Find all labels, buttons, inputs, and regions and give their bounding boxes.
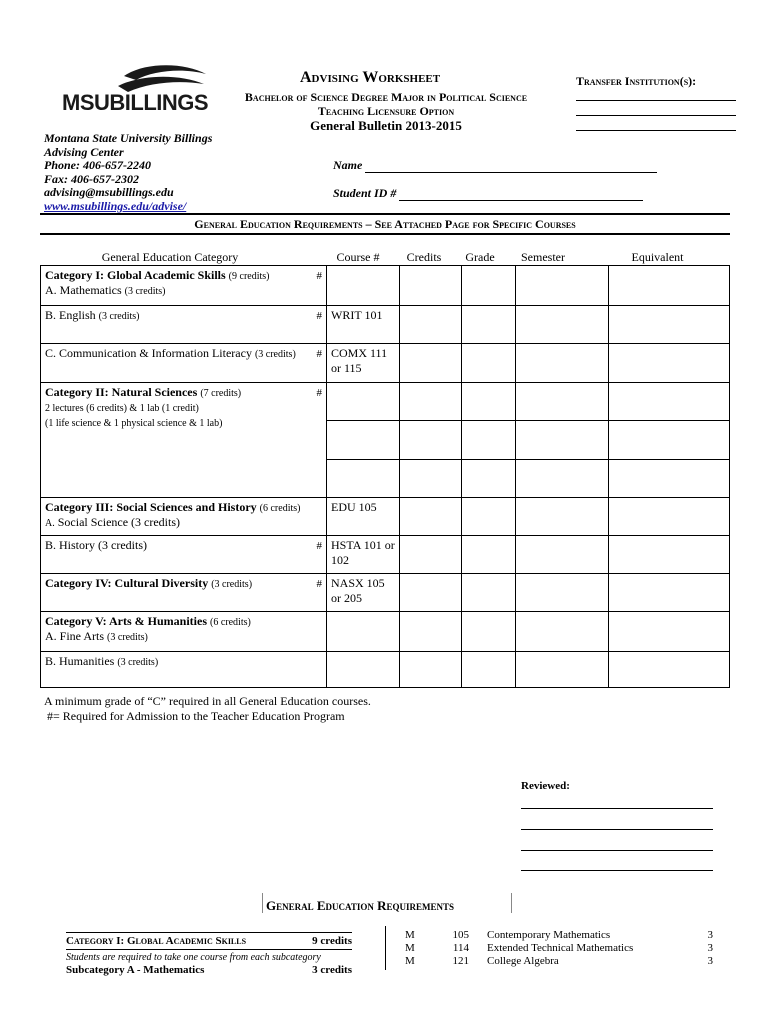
course-cell[interactable] <box>327 612 400 652</box>
grade-cell[interactable] <box>462 498 516 536</box>
equivalent-cell[interactable] <box>609 536 730 574</box>
equivalent-cell[interactable] <box>609 460 730 498</box>
credits-cell[interactable] <box>400 344 462 383</box>
semester-cell[interactable] <box>516 266 609 306</box>
semester-cell[interactable] <box>516 498 609 536</box>
gen-ed-section-title: General Education Requirements – See Attached Page for Specific Courses <box>40 213 730 235</box>
table-row <box>41 306 730 344</box>
course-cell[interactable] <box>327 421 400 460</box>
col-header-grade: Grade <box>465 250 495 264</box>
advising-center: Advising Center <box>44 144 124 159</box>
credits-cell[interactable] <box>400 266 462 306</box>
table-row <box>41 536 730 574</box>
table-row <box>41 498 730 536</box>
category-cell: Category IV: Cultural Diversity (3 credits) # <box>41 574 327 612</box>
student-id-field <box>333 186 643 201</box>
list-item: M 114 Extended Technical Mathematics 3 <box>405 942 713 954</box>
reviewed-line-4[interactable] <box>521 870 713 871</box>
course-cell[interactable] <box>327 652 400 688</box>
footnotes <box>44 694 371 724</box>
grade-cell[interactable] <box>462 574 516 612</box>
semester-cell[interactable] <box>516 652 609 688</box>
phone: Phone: 406-657-2240 <box>44 158 151 173</box>
email: advising@msubillings.edu <box>44 185 174 200</box>
semester-cell[interactable] <box>516 460 609 498</box>
math-course-list <box>405 929 713 968</box>
semester-cell[interactable] <box>516 306 609 344</box>
reviewed-label: Reviewed: <box>521 780 570 792</box>
subcategory-a-label: Subcategory A - Mathematics <box>66 964 205 976</box>
course-cell[interactable] <box>327 383 400 421</box>
category-cell: B. Humanities (3 credits) <box>41 652 327 688</box>
msu-billings-logo <box>62 64 218 116</box>
equivalent-cell[interactable] <box>609 498 730 536</box>
grade-cell[interactable] <box>462 536 516 574</box>
equivalent-cell[interactable] <box>609 612 730 652</box>
category-cell: Category I: Global Academic Skills (9 credits) A. Mathematics (3 credits) # <box>41 266 327 306</box>
table-row <box>41 652 730 688</box>
credits-cell[interactable] <box>400 574 462 612</box>
footnote-grade: A minimum grade of “C” required in all General Education courses. <box>44 694 371 708</box>
reviewed-line-2[interactable] <box>521 829 713 830</box>
website-link[interactable]: www.msubillings.edu/advise/ <box>44 198 187 213</box>
transfer-line-3[interactable] <box>576 130 736 131</box>
category-cell: B. History (3 credits) # <box>41 536 327 574</box>
contact-block <box>44 132 212 214</box>
semester-cell[interactable] <box>516 574 609 612</box>
category-i-instruction: Students are required to take one course from each subcategory <box>66 952 321 963</box>
column-divider <box>385 926 386 970</box>
org-name: Montana State University Billings <box>44 131 213 145</box>
name-label: Name <box>333 158 363 172</box>
col-header-category: General Education Category <box>101 250 239 264</box>
list-item: M 121 College Algebra 3 <box>405 955 713 967</box>
grade-cell[interactable] <box>462 612 516 652</box>
reviewed-line-1[interactable] <box>521 808 713 809</box>
credits-cell[interactable] <box>400 306 462 344</box>
grade-cell[interactable] <box>462 344 516 383</box>
category-cell: Category III: Social Sciences and History (6 credits) A. Social Science (3 credits) <box>41 498 327 536</box>
student-id-label: Student ID # <box>333 186 397 200</box>
grade-cell[interactable] <box>462 266 516 306</box>
reviewed-line-3[interactable] <box>521 850 713 851</box>
category-cell: C. Communication & Information Literacy (3 credits) # <box>41 344 327 383</box>
equivalent-cell[interactable] <box>609 306 730 344</box>
grade-cell[interactable] <box>462 306 516 344</box>
list-item: M 105 Contemporary Mathematics 3 <box>405 929 713 941</box>
footnote-hash: #= Required for Admission to the Teacher Education Program <box>44 709 345 723</box>
table-row <box>41 344 730 383</box>
category-i-label: Category I: Global Academic Skills <box>66 935 247 947</box>
category-i-block <box>66 932 352 976</box>
credits-cell[interactable] <box>400 536 462 574</box>
equivalent-cell[interactable] <box>609 344 730 383</box>
grade-cell[interactable] <box>462 460 516 498</box>
equivalent-cell[interactable] <box>609 383 730 421</box>
table-row <box>41 612 730 652</box>
semester-cell[interactable] <box>516 383 609 421</box>
subtitle-degree: Bachelor of Science Degree Major in Political Science <box>244 90 528 104</box>
category-cell: Category V: Arts & Humanities (6 credits) A. Fine Arts (3 credits) <box>41 612 327 652</box>
logo-text: MSUBILLINGS <box>62 90 209 115</box>
semester-cell[interactable] <box>516 612 609 652</box>
equivalent-cell[interactable] <box>609 652 730 688</box>
credits-cell[interactable] <box>400 612 462 652</box>
table-row <box>41 574 730 612</box>
course-cell[interactable]: COMX 111 or 115 <box>327 344 400 383</box>
equivalent-cell[interactable] <box>609 421 730 460</box>
category-cell: B. English (3 credits) # <box>41 306 327 344</box>
subtitle-bulletin: General Bulletin 2013-2015 <box>310 118 462 133</box>
subtitle-option: Teaching Licensure Option <box>317 104 455 118</box>
fax: Fax: 406-657-2302 <box>44 171 139 186</box>
grade-cell[interactable] <box>462 652 516 688</box>
col-header-equivalent: Equivalent <box>631 250 684 264</box>
transfer-line-2[interactable] <box>576 115 736 116</box>
transfer-line-1[interactable] <box>576 100 736 101</box>
grade-cell[interactable] <box>462 421 516 460</box>
credits-cell[interactable] <box>400 421 462 460</box>
course-cell[interactable] <box>327 460 400 498</box>
semester-cell[interactable] <box>516 536 609 574</box>
course-cell[interactable]: NASX 105 or 205 <box>327 574 400 612</box>
category-i-credits: 9 credits <box>312 935 352 947</box>
subcategory-a-credits: 3 credits <box>312 964 352 976</box>
equivalent-cell[interactable] <box>609 266 730 306</box>
ger-heading: General Education Requirements <box>266 898 455 913</box>
credits-cell[interactable] <box>400 652 462 688</box>
student-id-input-line[interactable] <box>399 200 643 201</box>
course-cell[interactable]: WRIT 101 <box>327 306 400 344</box>
course-cell[interactable] <box>327 266 400 306</box>
course-cell[interactable]: HSTA 101 or 102 <box>327 536 400 574</box>
course-cell[interactable]: EDU 105 <box>327 498 400 536</box>
col-header-credits: Credits <box>406 250 442 264</box>
category-cell: Category II: Natural Sciences (7 credits) 2 lectures (6 credits) & 1 lab (1 credit) (1 life science & 1 physical science & 1 lab) # <box>41 383 327 498</box>
gen-ed-table <box>40 265 730 688</box>
semester-cell[interactable] <box>516 421 609 460</box>
semester-cell[interactable] <box>516 344 609 383</box>
table-row <box>41 266 730 306</box>
grade-cell[interactable] <box>462 383 516 421</box>
transfer-label: Transfer Institution(s): <box>576 74 697 88</box>
name-field <box>333 158 657 173</box>
equivalent-cell[interactable] <box>609 574 730 612</box>
name-input-line[interactable] <box>365 172 657 173</box>
col-header-semester: Semester <box>521 250 565 264</box>
page-title: Advising Worksheet <box>300 69 441 86</box>
credits-cell[interactable] <box>400 498 462 536</box>
credits-cell[interactable] <box>400 460 462 498</box>
table-row <box>41 383 730 421</box>
credits-cell[interactable] <box>400 383 462 421</box>
col-header-course: Course # <box>336 250 380 264</box>
